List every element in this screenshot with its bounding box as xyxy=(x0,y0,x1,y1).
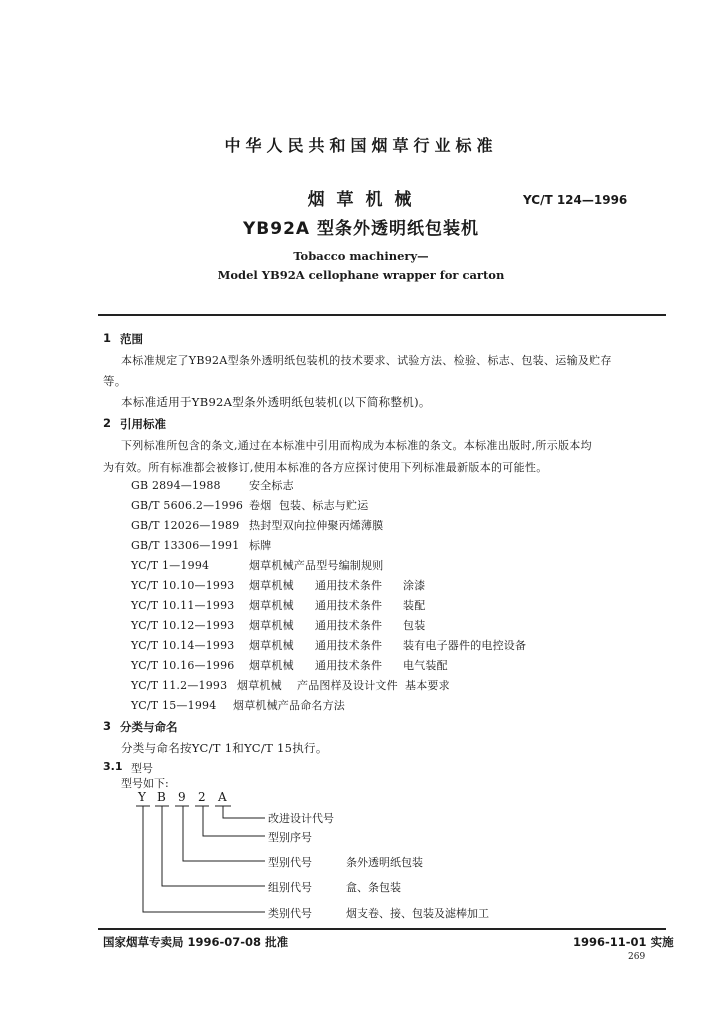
section-3-paragraph: 分类与命名按YC/T 1和YC/T 15执行。 xyxy=(121,741,328,755)
section-1-title: 范围 xyxy=(120,332,143,346)
reference-title: 烟草机械 xyxy=(237,679,282,692)
model-label: 组别代号 xyxy=(268,881,312,894)
section-1-number: 1 xyxy=(103,331,112,345)
reference-title: 烟草机械 xyxy=(249,659,294,672)
reference-code: YC/T 10.14—1993 xyxy=(131,639,235,652)
model-label: 型别代号 xyxy=(268,856,312,869)
reference-topic: 电气装配 xyxy=(403,659,448,672)
reference-code: YC/T 1—1994 xyxy=(131,559,210,572)
model-letter: 9 xyxy=(178,790,186,804)
reference-title: 烟草机械 xyxy=(249,639,294,652)
section-1-paragraph-1-line-2: 等。 xyxy=(103,374,127,388)
reference-subtitle: 产品图样及设计文件 xyxy=(297,679,398,692)
reference-title: 标牌 xyxy=(249,539,272,552)
section-1-paragraph-1-line-1: 本标准规定了YB92A型条外透明纸包装机的技术要求、试验方法、检验、标志、包装、运输及贮存 xyxy=(121,354,612,367)
national-standard-title: 中华人民共和国烟草行业标准 xyxy=(224,136,498,155)
standard-number: YC/T 124—1996 xyxy=(523,193,628,207)
footer-rule xyxy=(98,928,666,930)
reference-title: 安全标志 xyxy=(249,479,294,492)
approval-date: 国家烟草专卖局 1996-07-08 批准 xyxy=(103,935,289,949)
model-letter: B xyxy=(157,790,166,804)
reference-topic: 涂漆 xyxy=(403,579,426,592)
reference-topic: 装配 xyxy=(403,599,426,612)
reference-subtitle: 通用技术条件 xyxy=(315,579,383,592)
reference-code: YC/T 15—1994 xyxy=(131,699,217,712)
reference-subtitle: 通用技术条件 xyxy=(315,599,383,612)
reference-title: 热封型双向拉伸聚丙烯薄膜 xyxy=(249,519,384,532)
title-en-line1: Tobacco machinery— xyxy=(293,249,429,263)
model-letter: Y xyxy=(138,790,146,804)
reference-code: YC/T 10.12—1993 xyxy=(131,619,235,632)
section-3-number: 3 xyxy=(103,719,112,733)
reference-code: GB/T 13306—1991 xyxy=(131,539,240,552)
reference-subtitle: 通用技术条件 xyxy=(315,639,383,652)
model-intro: 型号如下: xyxy=(121,777,169,790)
reference-title: 卷烟 xyxy=(249,499,272,512)
reference-code: YC/T 10.16—1996 xyxy=(131,659,235,672)
title-en-line2: Model YB92A cellophane wrapper for carton xyxy=(217,268,505,282)
model-label: 改进设计代号 xyxy=(268,812,334,825)
section-3-title: 分类与命名 xyxy=(120,720,178,734)
reference-code: GB/T 5606.2—1996 xyxy=(131,499,244,512)
reference-title: 烟草机械 xyxy=(249,579,294,592)
model-label-description: 条外透明纸包装 xyxy=(346,856,423,869)
reference-code: GB/T 12026—1989 xyxy=(131,519,240,532)
reference-code: YC/T 11.2—1993 xyxy=(131,679,228,692)
reference-subtitle: 通用技术条件 xyxy=(315,659,383,672)
reference-title: 烟草机械 xyxy=(249,619,294,632)
section-2-title: 引用标准 xyxy=(120,417,166,431)
model-label-description: 盒、条包装 xyxy=(346,881,401,894)
reference-code: YC/T 10.11—1993 xyxy=(131,599,235,612)
section-2-intro-line-1: 下列标准所包含的条文,通过在本标准中引用而构成为本标准的条文。本标准出版时,所示版本均 xyxy=(121,439,592,452)
title-cn-line1: 烟 草 机 械 xyxy=(307,190,415,210)
title-cn-line2: YB92A 型条外透明纸包装机 xyxy=(243,219,479,239)
reference-code: YC/T 10.10—1993 xyxy=(131,579,235,592)
reference-title: 烟草机械产品型号编制规则 xyxy=(249,559,384,572)
reference-subtitle: 包装、标志与贮运 xyxy=(278,499,369,512)
reference-topic: 包装 xyxy=(403,619,426,632)
subsection-3-1-number: 3.1 xyxy=(103,760,123,773)
reference-code: GB 2894—1988 xyxy=(131,479,221,492)
subsection-3-1-title: 型号 xyxy=(131,762,153,775)
reference-topic: 装有电子器件的电控设备 xyxy=(403,639,527,652)
model-label: 型别序号 xyxy=(268,831,312,844)
reference-title: 烟草机械产品命名方法 xyxy=(233,699,345,712)
model-label: 类别代号 xyxy=(268,907,312,920)
reference-title: 烟草机械 xyxy=(249,599,294,612)
model-letter: A xyxy=(218,790,227,804)
model-letter: 2 xyxy=(198,790,206,804)
section-2-number: 2 xyxy=(103,416,112,430)
section-2-intro-line-2: 为有效。所有标准都会被修订,使用本标准的各方应探讨使用下列标准最新版本的可能性。 xyxy=(103,461,548,474)
reference-topic: 基本要求 xyxy=(405,679,450,692)
model-label-description: 烟支卷、接、包装及滤棒加工 xyxy=(346,907,489,920)
page-number: 269 xyxy=(628,952,646,962)
reference-subtitle: 通用技术条件 xyxy=(315,619,383,632)
section-1-paragraph-2: 本标准适用于YB92A型条外透明纸包装机(以下简称整机)。 xyxy=(121,395,431,409)
effective-date: 1996-11-01 实施 xyxy=(573,935,674,949)
